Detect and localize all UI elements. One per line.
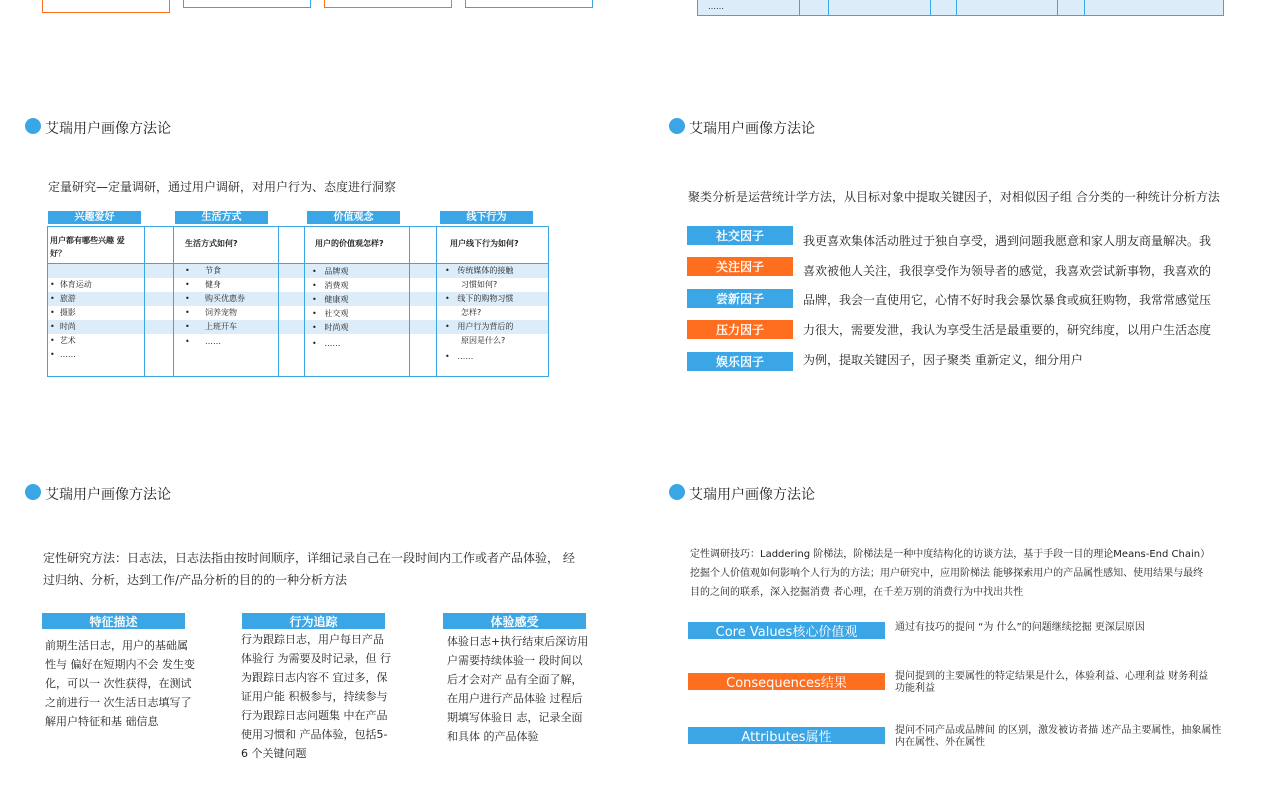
slide1-q-interest: 用户都有哪些兴趣 爱好？ <box>50 236 125 258</box>
list-item: • 时尚观 <box>312 323 349 332</box>
title-dot-icon <box>669 118 685 134</box>
prev-slide-box-3 <box>324 0 452 8</box>
slide3-col2-text: 行为跟踪日志，用户每日产品 体验行 为需要及时记录，但 行 为跟踪日志内容不 宜过多，保 证用户能 积极参与，持续参与 行为跟踪日志问题集 中在产品 使用习惯和 产品体验，包括5- 6 个关键问题 <box>241 633 391 760</box>
slide2-text-line: 喜欢被他人关注，我很享受作为领导者的感觉，我喜欢尝试新事物，我喜欢的 <box>803 264 1212 278</box>
list-item: • 上班开车 <box>185 322 237 331</box>
list-item: • 饲养宠物 <box>185 308 237 317</box>
slide4-title: 艾瑞用户画像方法论 <box>689 487 815 503</box>
list-item: • 艺术 <box>50 336 76 345</box>
factor-tag-entertainment: 娱乐因子 <box>687 352 793 371</box>
slide1-q-lifestyle: 生活方式如何? <box>185 239 238 248</box>
slide1-tag-offline: 线下行为 <box>440 211 533 224</box>
list-item: • …… <box>312 339 341 348</box>
slide3-col3-text: 体验日志+执行结束后深访用 户需要持续体验一 段时间以 后才会对产 品有全面了解， 在用户进行产品体验 过程后 期填写体验日 志，记录全面 和具体 的产品体验 <box>447 635 589 743</box>
slide2-text-line: 品牌，我会一直使用它，心情不好时我会暴饮暴食或疯狂购物，我常常感觉压 <box>803 293 1212 307</box>
slide3-intro-line2: 过归纳、分析，达到工作/产品分析的目的的一种分析方法 <box>43 573 348 587</box>
slide1-title: 艾瑞用户画像方法论 <box>45 121 171 137</box>
list-item: • 旅游 <box>50 294 76 303</box>
prev-table-ellipsis: …… <box>708 2 724 11</box>
slide4-tag-attributes: Attributes属性 <box>688 727 885 744</box>
slide1-table <box>47 226 549 377</box>
list-item: • 健身 <box>185 280 221 289</box>
slide4-tag-core-values: Core Values核心价值观 <box>688 622 885 639</box>
factor-tag-attention: 关注因子 <box>687 257 793 276</box>
prev-slide-box-1 <box>42 0 170 13</box>
title-dot-icon <box>25 484 41 500</box>
slide2-title: 艾瑞用户画像方法论 <box>689 121 815 137</box>
slide2-text-line: 力很大，需要发泄，我认为享受生活是最重要的，研究纬度，以用户生活态度 <box>803 323 1212 337</box>
slide2-intro: 聚类分析是运营统计学方法，从目标对象中提取关键因子，对相似因子组 合分类的一种统计分析方法 <box>688 190 1220 204</box>
slide3-tag-experience: 体验感受 <box>443 613 586 629</box>
factor-tag-pressure: 压力因子 <box>687 320 793 339</box>
list-item: • …… <box>50 350 76 359</box>
list-item: • 社交观 <box>312 309 349 318</box>
list-item: • 节食 <box>185 266 221 275</box>
slide1-tag-interest: 兴趣爱好 <box>48 211 141 224</box>
slide1-intro: 定量研究—定量调研，通过用户调研，对用户行为、态度进行洞察 <box>48 180 397 194</box>
slide3-col1-text: 前期生活日志，用户的基础属 性与 偏好在短期内不会 发生变 化，可以一 次性获得，在测试 之前进行一 次生活日志填写了 解用户特征和基 础信息 <box>45 639 195 728</box>
list-item: 原因是什么? <box>461 336 506 345</box>
factor-tag-social: 社交因子 <box>687 226 793 245</box>
slide1-tag-values: 价值观念 <box>307 211 400 224</box>
factor-tag-novelty: 尝新因子 <box>687 289 793 308</box>
list-item: • 体育运动 <box>50 280 92 289</box>
prev-slide-table <box>697 0 1224 16</box>
slide2-text-line: 我更喜欢集体活动胜过于独自享受，遇到问题我愿意和家人朋友商量解决。我 <box>803 234 1212 248</box>
slide4-row1-text: 通过有技巧的提问 “为 什么”的问题继续挖掘 更深层原因 <box>895 622 1145 633</box>
slide1-q-values: 用户的价值观怎样? <box>315 239 384 248</box>
list-item: • …… <box>185 337 221 346</box>
slide3-title: 艾瑞用户画像方法论 <box>45 487 171 503</box>
list-item: • 传统媒体的接触 <box>445 266 514 275</box>
slide4-tag-consequences: Consequences结果 <box>688 673 885 690</box>
slide2-text-line: 为例，提取关键因子，因子聚类 重新定义，细分用户 <box>803 353 1083 367</box>
title-dot-icon <box>25 118 41 134</box>
slide3-intro-line1: 定性研究方法：日志法，日志法指由按时间顺序，详细记录自己在一段时间内工作或者产品体验， 经 <box>43 551 575 565</box>
slide1-q-offline: 用户线下行为如何? <box>450 239 519 248</box>
list-item: 怎样? <box>461 308 482 317</box>
list-item: • 消费观 <box>312 281 349 290</box>
list-item: • 线下的购物习惯 <box>445 294 514 303</box>
list-item: • …… <box>445 352 474 361</box>
list-item: • 购买优惠券 <box>185 294 245 303</box>
slide4-intro: 定性调研技巧：Laddering 阶梯法，阶梯法是一种中度结构化的访谈方法，基于手段一目的理论Means-End Chain） 挖掘个人价值观如何影响个人行为的方法；用户研究中，应用阶梯法 能够探索用户的产品属性感知、使用结果与最终 目的之间的联系，深入挖掘消费 者心理，在千差万别的消费行为中找出共性 <box>690 549 1211 598</box>
slide4-row2-text: 提问提到的主要属性的特定结果是什么，体验利益、心理利益 财务利益 功能利益 <box>895 671 1209 694</box>
prev-slide-box-2 <box>183 0 311 8</box>
slide1-tag-lifestyle: 生活方式 <box>175 211 268 224</box>
list-item: • 品牌观 <box>312 267 349 276</box>
slide3-tag-tracking: 行为追踪 <box>242 613 385 629</box>
slide3-tag-feature: 特征描述 <box>42 613 185 629</box>
prev-slide-box-4 <box>465 0 593 8</box>
list-item: • 摄影 <box>50 308 76 317</box>
list-item: • 健康观 <box>312 295 349 304</box>
list-item: • 时尚 <box>50 322 76 331</box>
list-item: 习惯如何? <box>461 280 498 289</box>
title-dot-icon <box>669 484 685 500</box>
list-item: • 用户行为背后的 <box>445 322 514 331</box>
slide4-row3-text: 提问不同产品或品牌间 的区别，激发被访者描 述产品主要属性，抽象属性 内在属性、外在属性 <box>895 725 1222 748</box>
